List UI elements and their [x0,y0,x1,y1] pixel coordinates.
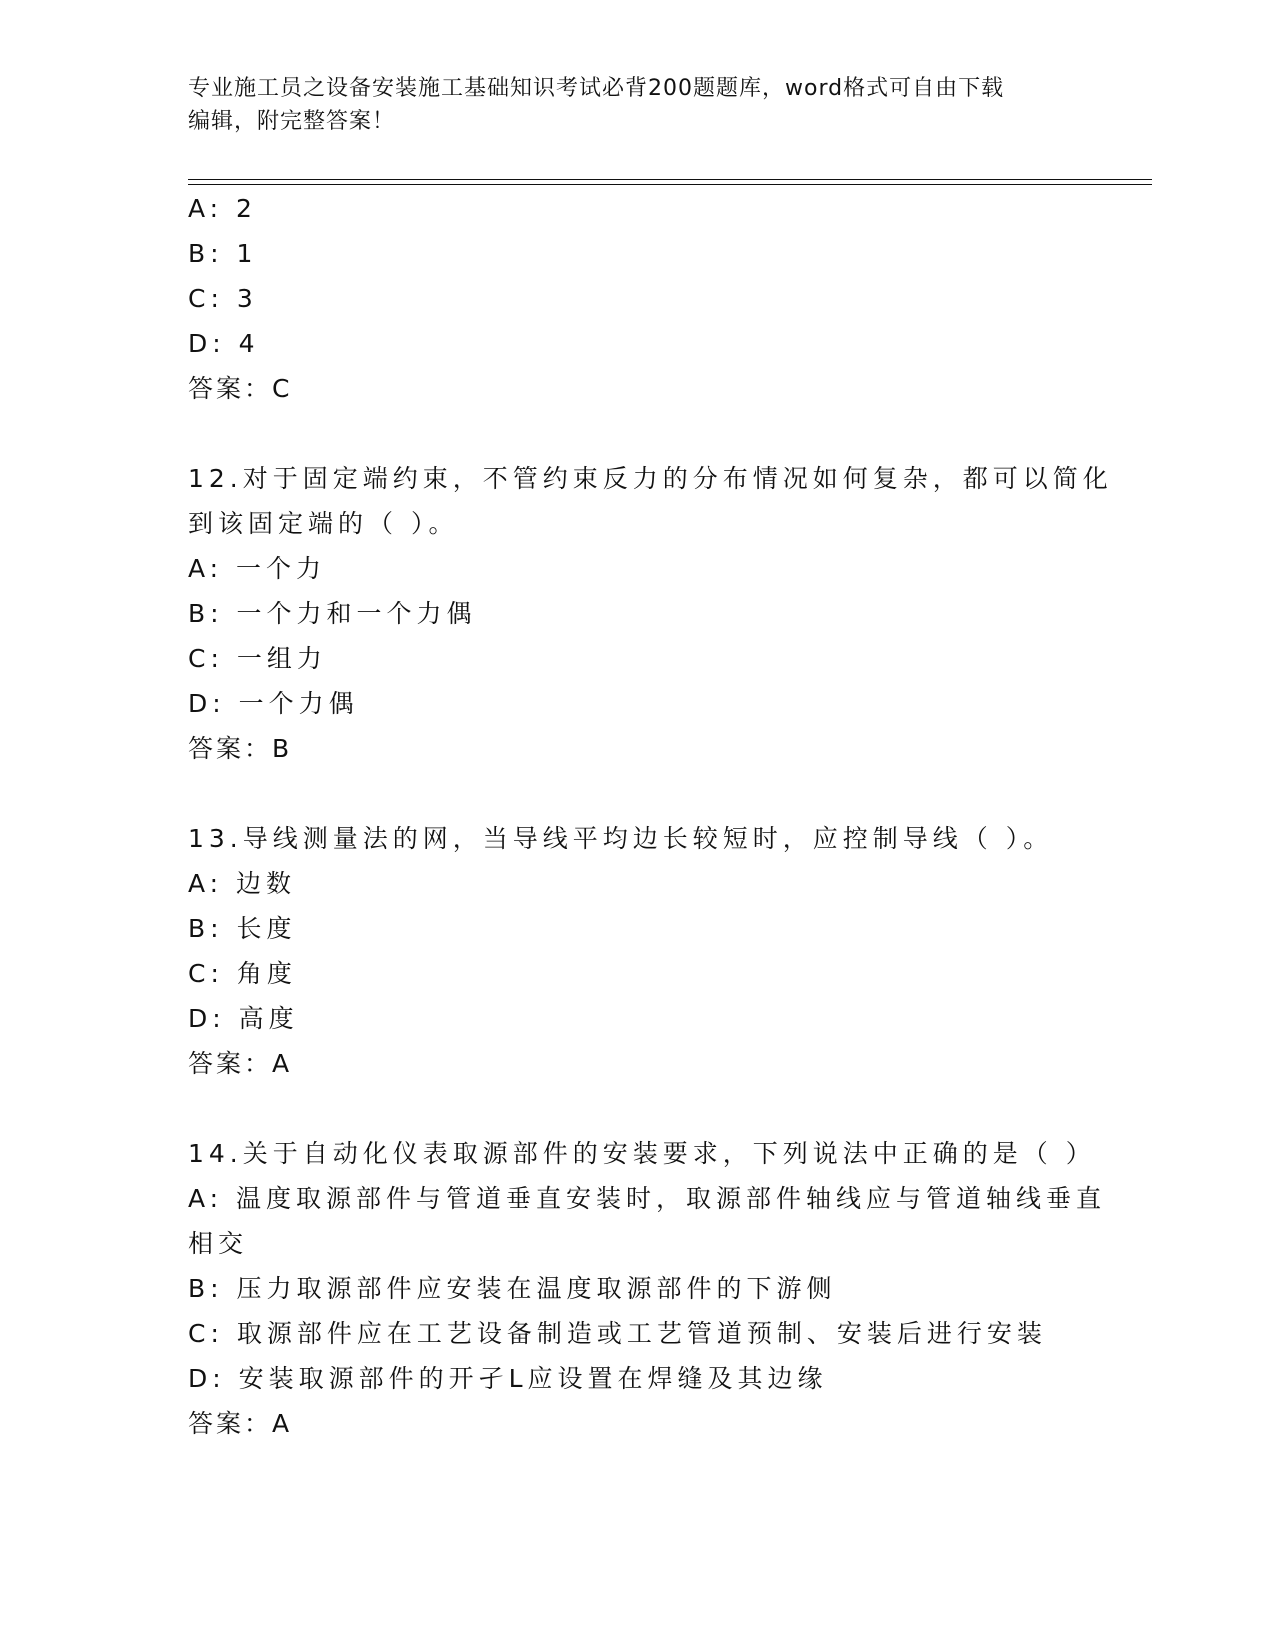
header-divider-bottom [188,184,1152,185]
header-line-2: 编辑，附完整答案！ [188,109,396,134]
q13-answer: 答案：A [188,1049,293,1078]
q12-option-c: C: 一组力 [188,644,327,673]
q14-option-c: C: 取源部件应在工艺设备制造或工艺管道预制、安装后进行安装 [188,1319,1047,1348]
q13-stem: 13.导线测量法的网，当导线平均边长较短时，应控制导线（ ）。 [188,824,1054,853]
q14-stem: 14.关于自动化仪表取源部件的安装要求，下列说法中正确的是（ ） [188,1139,1096,1168]
q12-answer: 答案：B [188,734,293,763]
q11-option-d: D: 4 [188,329,260,358]
q12-stem-line-1: 12.对于固定端约束，不管约束反力的分布情况如何复杂，都可以简化 [188,464,1113,493]
document-header [188,72,1078,138]
q13-option-a: A: 边数 [188,869,297,898]
q11-option-b: B: 1 [188,239,258,268]
q14-option-a-line-1: A: 温度取源部件与管道垂直安装时，取源部件轴线应与管道轴线垂直 [188,1184,1107,1213]
q12-option-d: D: 一个力偶 [188,689,359,718]
q11-option-c: C: 3 [188,284,258,313]
header-line-1: 专业施工员之设备安装施工基础知识考试必背200题题库，word格式可自由下载 [188,76,1005,101]
header-divider-top [188,179,1152,180]
q12-option-a: A: 一个力 [188,554,327,583]
q12-option-b: B: 一个力和一个力偶 [188,599,477,628]
q12-stem-line-2: 到该固定端的（ ）。 [188,509,459,538]
q11-option-a: A: 2 [188,194,257,223]
q14-option-b: B: 压力取源部件应安装在温度取源部件的下游侧 [188,1274,837,1303]
q13-option-b: B: 长度 [188,914,297,943]
q14-option-d: D: 安装取源部件的开孑L应设置在焊缝及其边缘 [188,1364,828,1393]
q14-answer: 答案：A [188,1409,293,1438]
q11-answer: 答案：C [188,374,293,403]
q14-option-a-line-2: 相交 [188,1229,249,1258]
q13-option-c: C: 角度 [188,959,297,988]
q13-option-d: D: 高度 [188,1004,299,1033]
